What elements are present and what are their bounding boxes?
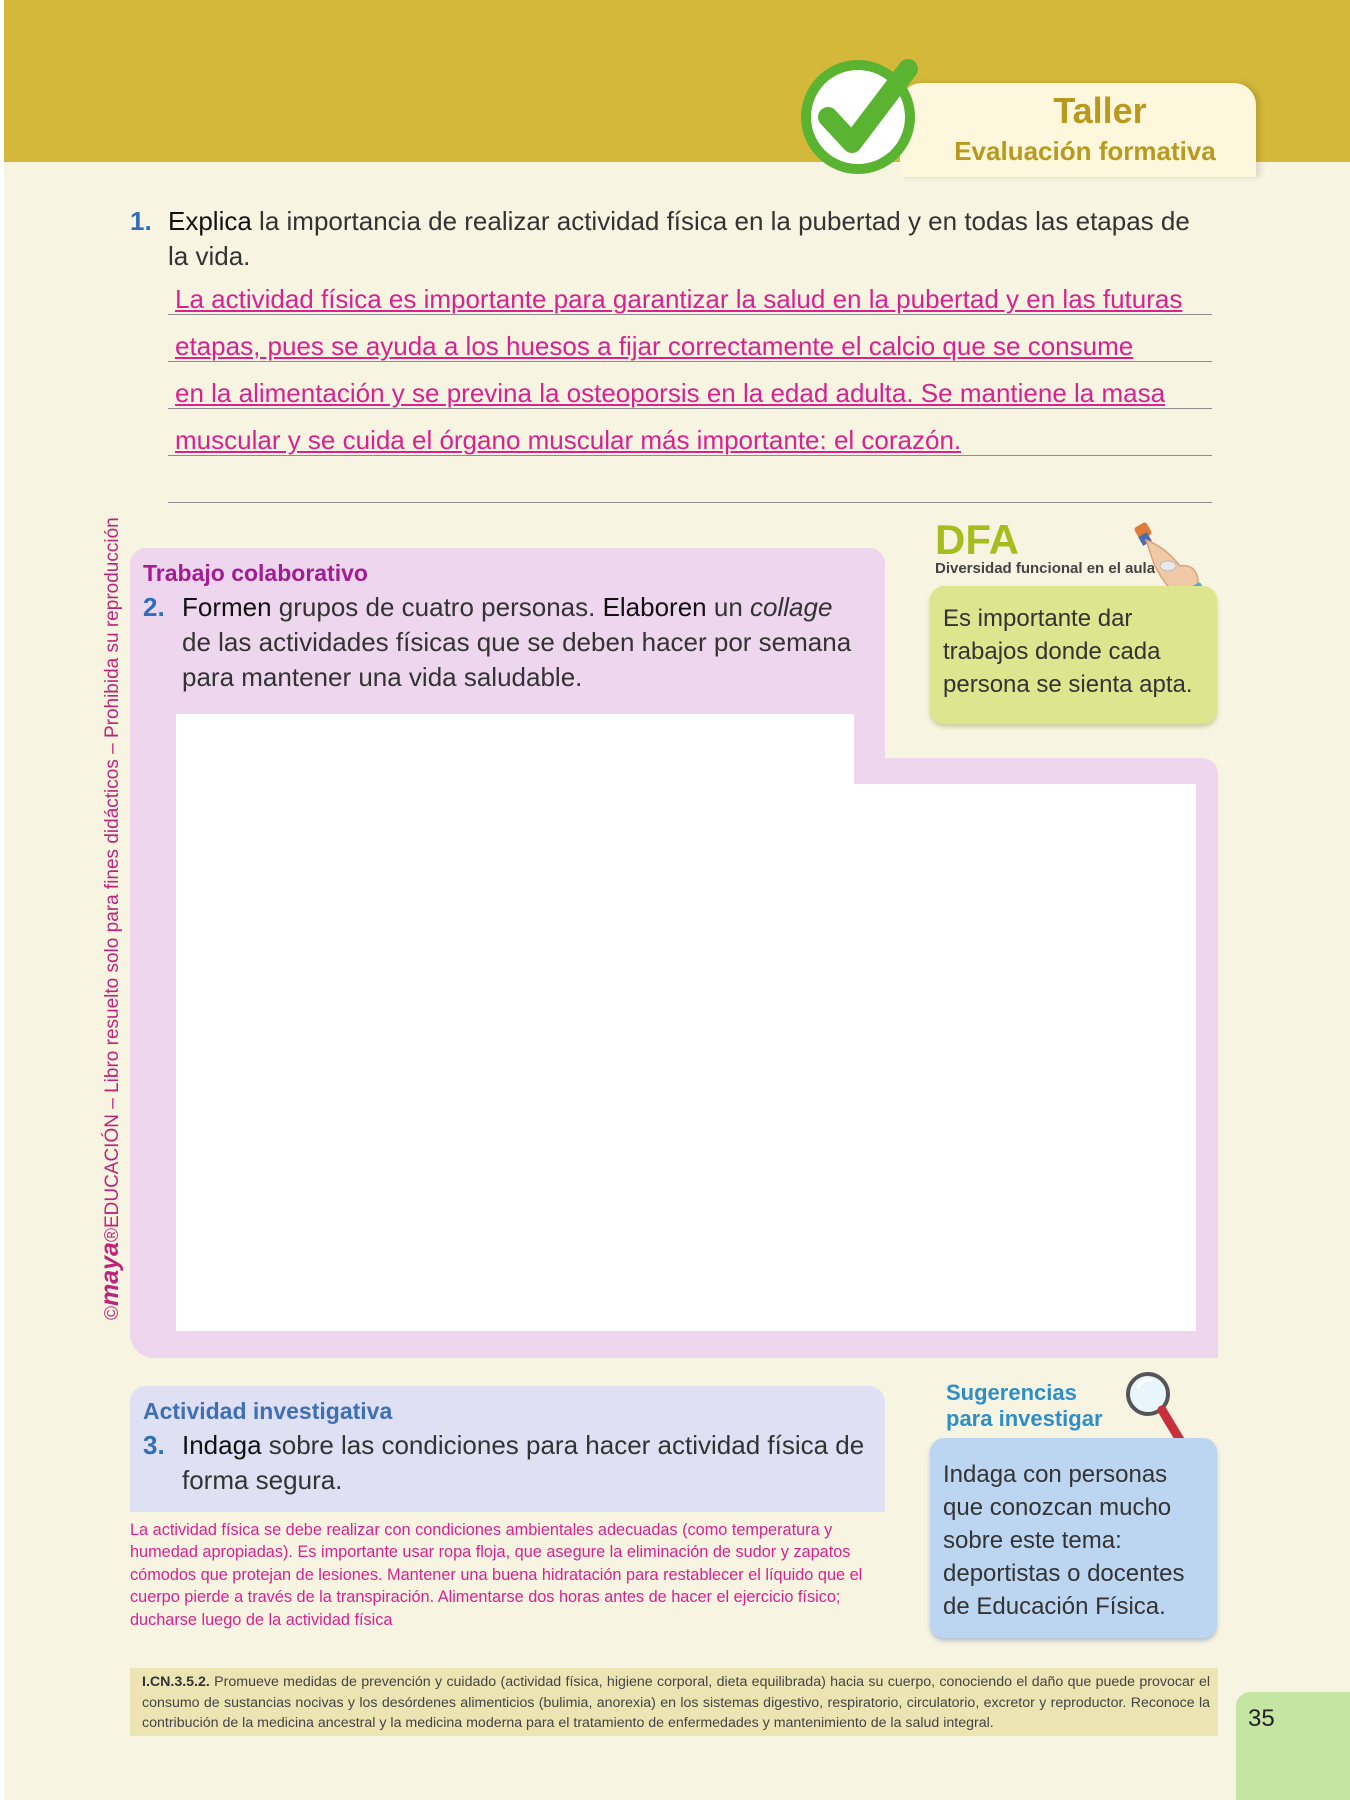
answer-line-3: en la alimentación y se previna la osteoporsis en la edad adulta. Se mantiene la masa: [175, 378, 1166, 408]
collage-area-extension[interactable]: [850, 784, 1196, 1331]
page-number: 35: [1248, 1705, 1275, 1732]
answer-rule: [168, 502, 1212, 503]
investigative-title: Actividad investigativa: [143, 1398, 393, 1424]
question-number: 3.: [143, 1430, 165, 1460]
suggestions-text: Indaga con personas que conozcan mucho sobre este tema: deportistas o docentes de Educación Física.: [943, 1461, 1185, 1620]
question-number: 2.: [143, 592, 165, 622]
question-verb: Explica: [168, 206, 252, 236]
check-circle-icon: [800, 55, 922, 177]
answer-line-1: La actividad física es importante para garantizar la salud en la pubertad y en las futuras: [175, 284, 1183, 314]
taller-title: Taller: [1053, 90, 1147, 131]
investigative-answer: La actividad física se debe realizar con condiciones ambientales adecuadas (como temperatura y humedad apropiadas). Es importante usar ropa floja, que asegure la eliminación de sudor y zapatos cómodos que protejan de lesiones. Mantener una buena hidratación para restablecer el líquido que el cuerpo pierde a través de la transpiración. Alimentarse dos horas antes de hacer el ejercicio físico; ducharse luego de la actividad física: [130, 1521, 863, 1629]
suggestions-title: Sugerencias para investigar: [946, 1380, 1103, 1431]
question-text: la importancia de realizar actividad física en la pubertad y en todas las etapas de la vida.: [168, 206, 1190, 271]
answer-rule: [168, 361, 1212, 362]
question-number: 1.: [130, 206, 152, 236]
question-3: 3. Indaga sobre las condiciones para hacer actividad física de forma segura.: [143, 1430, 865, 1495]
answer-rule: [168, 455, 1212, 456]
page-edge: [0, 0, 4, 1800]
indicator-text: I.CN.3.5.2. Promueve medidas de prevención y cuidado (actividad física, higiene corporal, dieta equilibrada) hacia su cuerpo, conociendo el daño que puede provocar el consumo de sustancias nocivas y los desórdenes alimenticios (bulimia, anorexia) en los sistemas digestivo, respiratorio, circulatorio, excretor y reproductor. Reconoce la contribución de la medicina ancestral y la medicina moderna para el tratamiento de enfermedades y mantenimiento de la salud integral.: [142, 1674, 1210, 1731]
answer-rule: [168, 408, 1212, 409]
answer-rule: [168, 314, 1212, 315]
question-1: [130, 204, 1210, 274]
answer-line-2: etapas, pues se ayuda a los huesos a fijar correctamente el calcio que se consume: [175, 331, 1134, 361]
dfa-title: DFA: [935, 516, 1019, 563]
answer-line-4: muscular y se cuida el órgano muscular más importante: el corazón.: [175, 425, 962, 455]
magnifier-icon: [1122, 1368, 1190, 1448]
dfa-text: Es importante dar trabajos donde cada persona se sienta apta.: [943, 605, 1193, 698]
collaborative-title: Trabajo colaborativo: [143, 560, 368, 586]
question-2: 2. Formen grupos de cuatro personas. Elaboren un collage de las actividades físicas que se deben hacer por semana para mantener una vida saludable.: [143, 592, 852, 692]
taller-subtitle: Evaluación formativa: [954, 136, 1216, 166]
dfa-subtitle: Diversidad funcional en el aula: [935, 560, 1156, 577]
collage-area[interactable]: [176, 714, 854, 1331]
copyright-vertical: ©maya®EDUCACIÓN – Libro resuelto solo para fines didácticos – Prohibida su reproducción: [96, 517, 124, 1320]
